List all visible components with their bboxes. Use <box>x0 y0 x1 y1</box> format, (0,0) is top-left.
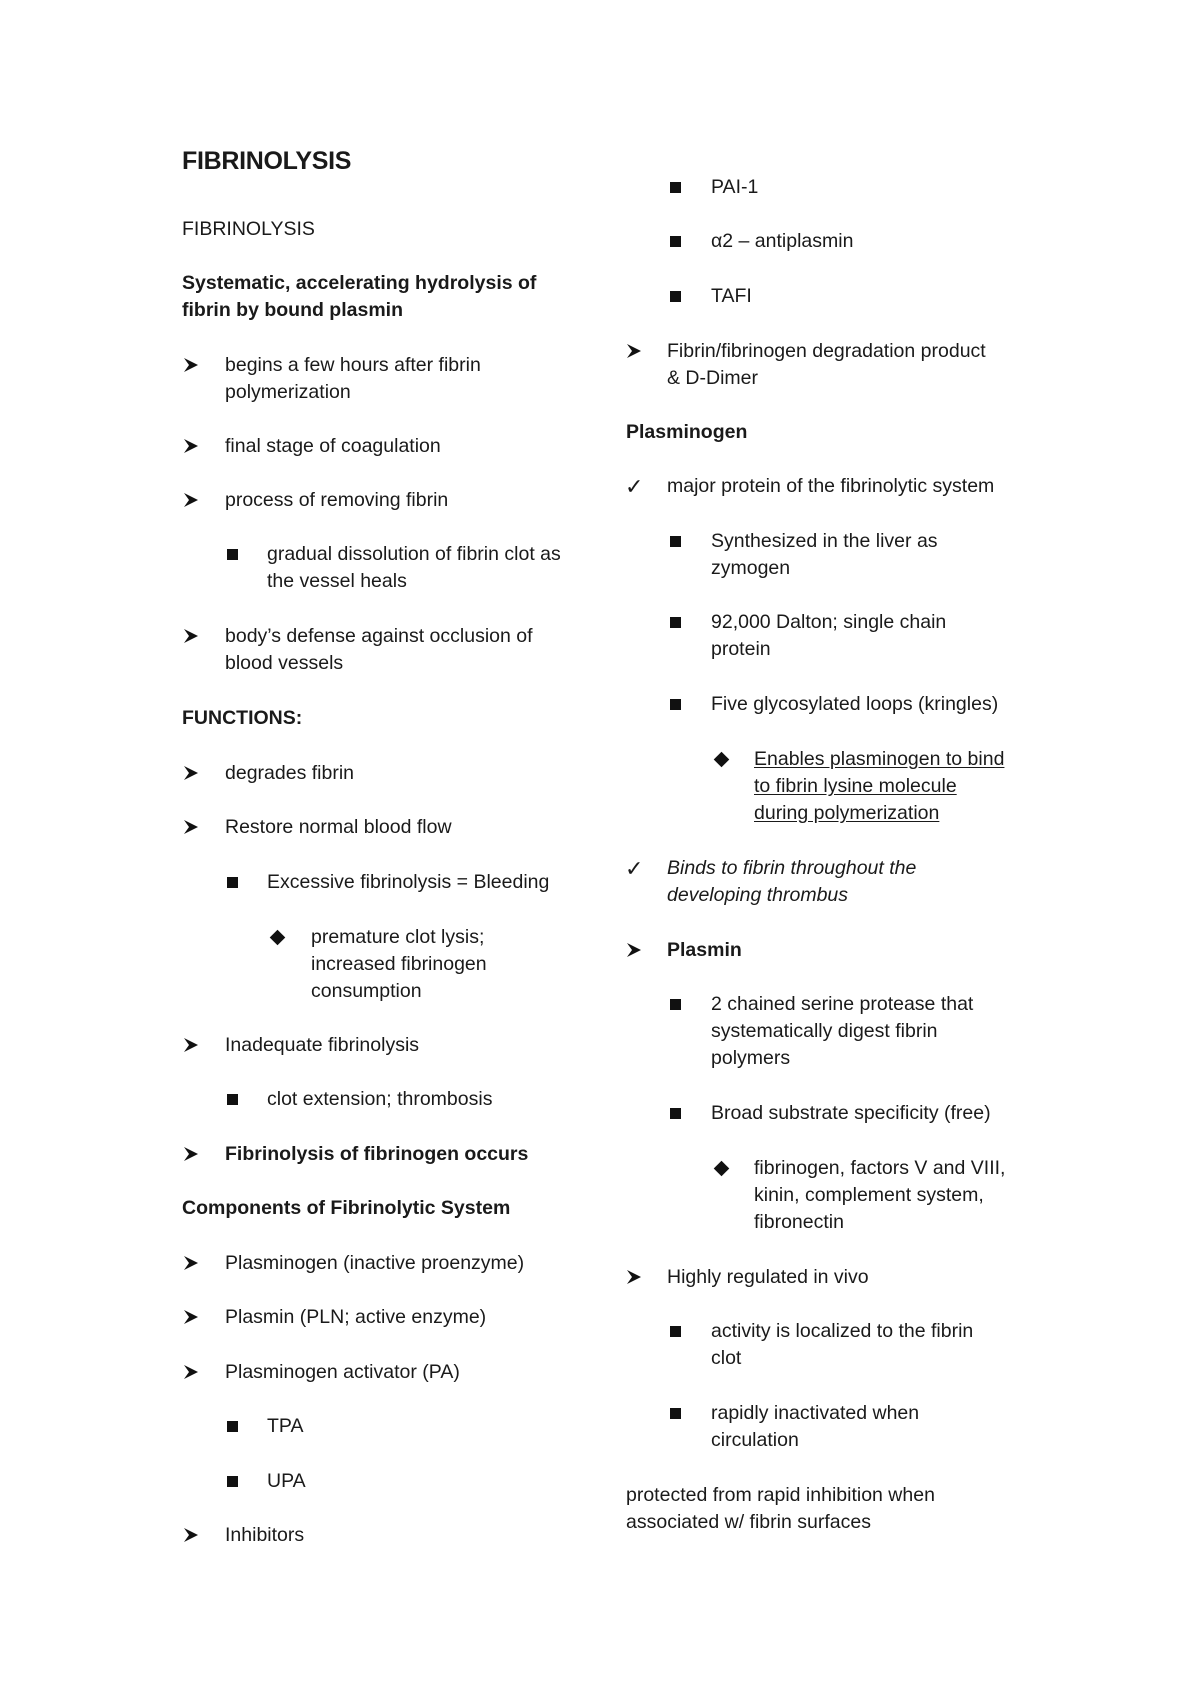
list-item-text: zymogen <box>711 557 791 579</box>
list-item-text: during polymerization <box>754 802 940 824</box>
list-item-text: UPA <box>267 1470 306 1492</box>
list-item-text: Enables plasminogen to bind <box>754 748 1005 770</box>
list-item-text: Restore normal blood flow <box>225 816 452 838</box>
list-item-text: Plasmin (PLN; active enzyme) <box>225 1306 487 1328</box>
square-bullet-icon <box>670 1326 681 1337</box>
list-item-text: the vessel heals <box>267 570 407 592</box>
arrowhead-bullet-icon <box>184 1032 198 1052</box>
list-item-text: Broad substrate specificity (free) <box>711 1102 991 1124</box>
arrowhead-bullet-icon <box>184 433 198 453</box>
definition-line-1: Systematic, accelerating hydrolysis of <box>182 272 537 294</box>
square-bullet-icon <box>227 877 238 888</box>
list-item-text: PAI-1 <box>711 176 759 198</box>
list-item-text: blood vessels <box>225 652 344 674</box>
list-item-text: Inadequate fibrinolysis <box>225 1034 420 1056</box>
list-item-text: developing thrombus <box>667 884 849 906</box>
section-subtitle: FIBRINOLYSIS <box>182 218 315 240</box>
closing-text: associated w/ fibrin surfaces <box>626 1511 871 1533</box>
square-bullet-icon <box>227 549 238 560</box>
list-item-text: & D-Dimer <box>667 367 758 389</box>
square-bullet-icon <box>670 182 681 193</box>
arrowhead-bullet-icon <box>627 937 641 957</box>
check-mark-icon: ✓ <box>625 474 644 499</box>
square-bullet-icon <box>227 1094 238 1105</box>
square-bullet-icon <box>227 1476 238 1487</box>
list-item-text: 92,000 Dalton; single chain <box>711 611 947 633</box>
arrowhead-bullet-icon <box>184 623 198 643</box>
plasminogen-heading: Plasminogen <box>626 421 748 443</box>
list-item-text: systematically digest fibrin <box>711 1020 938 1042</box>
list-item-text: polymers <box>711 1047 791 1069</box>
list-item-text: Fibrin/fibrinogen degradation product <box>667 340 986 362</box>
list-item-text: body’s defense against occlusion of <box>225 625 533 647</box>
list-item-text: protein <box>711 638 771 660</box>
arrowhead-bullet-icon <box>184 1250 198 1270</box>
list-item-text: Plasminogen activator (PA) <box>225 1361 460 1383</box>
list-item-text: gradual dissolution of fibrin clot as <box>267 543 561 565</box>
list-item-text: TPA <box>267 1415 304 1437</box>
diamond-bullet-icon <box>714 752 730 768</box>
list-item-text: degrades fibrin <box>225 762 354 784</box>
list-item-text: circulation <box>711 1429 799 1451</box>
square-bullet-icon <box>670 236 681 247</box>
square-bullet-icon <box>670 699 681 710</box>
arrowhead-bullet-icon <box>184 352 198 372</box>
list-item-text: rapidly inactivated when <box>711 1402 920 1424</box>
list-item-text: clot extension; thrombosis <box>267 1088 493 1110</box>
list-item-text: major protein of the fibrinolytic system <box>667 475 995 497</box>
square-bullet-icon <box>670 291 681 302</box>
list-item-text: fibrinogen, factors V and VIII, <box>754 1157 1006 1179</box>
list-item-text: TAFI <box>711 285 752 307</box>
list-item-text: premature clot lysis; <box>311 926 485 948</box>
list-item-text: Five glycosylated loops (kringles) <box>711 693 999 715</box>
arrowhead-bullet-icon <box>184 487 198 507</box>
arrowhead-bullet-icon <box>184 814 198 834</box>
list-item-text: process of removing fibrin <box>225 489 449 511</box>
plasmin-heading: Plasmin <box>667 939 742 961</box>
list-item-text: Fibrinolysis of fibrinogen occurs <box>225 1143 529 1165</box>
square-bullet-icon <box>670 1408 681 1419</box>
list-item-text: activity is localized to the fibrin <box>711 1320 974 1342</box>
arrowhead-bullet-icon <box>184 760 198 780</box>
components-heading: Components of Fibrinolytic System <box>182 1197 511 1219</box>
square-bullet-icon <box>227 1421 238 1432</box>
list-item-text: Plasminogen (inactive proenzyme) <box>225 1252 525 1274</box>
arrowhead-bullet-icon <box>627 1264 641 1284</box>
list-item-text: Excessive fibrinolysis = Bleeding <box>267 871 550 893</box>
square-bullet-icon <box>670 999 681 1010</box>
list-item-text: Highly regulated in vivo <box>667 1266 869 1288</box>
arrowhead-bullet-icon <box>184 1304 198 1324</box>
list-item-text: increased fibrinogen <box>311 953 487 975</box>
list-item-text: final stage of coagulation <box>225 435 441 457</box>
list-item-text: Binds to fibrin throughout the <box>667 857 917 879</box>
closing-text: protected from rapid inhibition when <box>626 1484 935 1506</box>
definition-line-2: fibrin by bound plasmin <box>182 299 403 321</box>
list-item-text: clot <box>711 1347 742 1369</box>
arrowhead-bullet-icon <box>184 1522 198 1542</box>
list-item-text: polymerization <box>225 381 351 403</box>
check-mark-icon: ✓ <box>625 856 644 881</box>
arrowhead-bullet-icon <box>627 338 641 358</box>
list-item-text: to fibrin lysine molecule <box>754 775 957 797</box>
arrowhead-bullet-icon <box>184 1141 198 1161</box>
list-item-text: begins a few hours after fibrin <box>225 354 481 376</box>
square-bullet-icon <box>670 1108 681 1119</box>
arrowhead-bullet-icon <box>184 1359 198 1379</box>
list-item-text: 2 chained serine protease that <box>711 993 974 1015</box>
list-item-text: consumption <box>311 980 422 1002</box>
diamond-bullet-icon <box>714 1161 730 1177</box>
square-bullet-icon <box>670 536 681 547</box>
list-item-text: Synthesized in the liver as <box>711 530 938 552</box>
functions-heading: FUNCTIONS: <box>182 707 303 729</box>
square-bullet-icon <box>670 617 681 628</box>
list-item-text: kinin, complement system, <box>754 1184 984 1206</box>
diamond-bullet-icon <box>270 930 286 946</box>
list-item-text: Inhibitors <box>225 1524 305 1546</box>
document-title: FIBRINOLYSIS <box>182 147 352 175</box>
list-item-text: α2 – antiplasmin <box>711 230 854 252</box>
list-item-text: fibronectin <box>754 1211 844 1233</box>
